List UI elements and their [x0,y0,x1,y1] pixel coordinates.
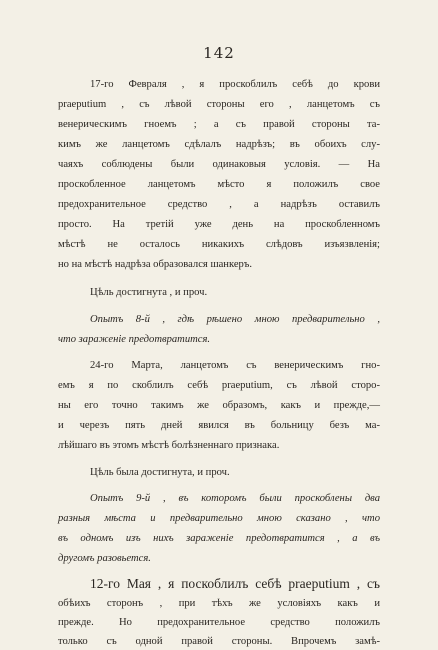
experiment-heading: что зараженіе предотвратится. [58,334,211,345]
text-line: только съ одной правой стороны. Впрочемъ замѣ- [58,636,380,647]
text-line: просто. На третій уже день на проскобленномъ [58,219,380,230]
text-line: обѣихъ сторонъ , при тѣхъ же условіяхъ какъ и [58,598,380,609]
experiment-heading: Опытъ 8-й , гдѣ рѣшено мною предварительно , [90,314,380,325]
text-line: чаяхъ соблюдены были одинаковыя условія. — На [58,159,380,170]
text-line: ны его точно такимъ же образомъ, какъ и прежде,— [58,400,380,411]
text-line: мѣстѣ не осталось никакихъ слѣдовъ изъязвленія; [58,239,380,250]
experiment-heading: разныя мѣста и предварительно мною сказано , что [58,513,380,524]
conclusion-line: Цѣль была достигнута, и проч. [90,467,230,478]
text-line: и черезъ пять дней явился въ больницу безъ ма- [58,420,380,431]
text-line: проскобленное ланцетомъ мѣсто я положилъ свое [58,179,380,190]
text-line: лѣйшаго въ этомъ мѣстѣ болѣзненнаго признака. [58,440,280,451]
text-line: 12-го Мая , я поскоблилъ себѣ praeputium , съ [90,576,380,591]
text-line: 24-го Марта, ланцетомъ съ венерическимъ гно- [90,360,380,371]
experiment-heading: въ одномъ изъ нихъ зараженіе предотвратится , а въ [58,533,380,544]
text-line: praeputium , съ лѣвой стороны его , ланцетомъ съ [58,99,380,110]
text-line: прежде. Но предохранительное средство положилъ [58,617,380,628]
experiment-heading: Опытъ 9-й , въ которомъ были проскоблены два [90,493,380,504]
page-number: 142 [203,44,235,62]
text-line: 17-го Февраля , я проскоблилъ себѣ до крови [90,79,380,90]
conclusion-line: Цѣль достигнута , и проч. [90,287,208,298]
text-line: емъ я по скоблилъ себѣ praeputium, съ лѣвой сторо- [58,380,380,391]
experiment-heading: другомъ разовьется. [58,553,151,564]
text-line: кимъ же ланцетомъ сдѣлалъ надрѣзъ; въ обоихъ слу- [58,139,380,150]
text-line: предохранительное средство , а надрѣзъ оставилъ [58,199,380,210]
text-line: но на мѣстѣ надрѣза образовался шанкеръ. [58,259,252,270]
text-line: венерическимъ гноемъ ; а съ правой стороны та- [58,119,380,130]
